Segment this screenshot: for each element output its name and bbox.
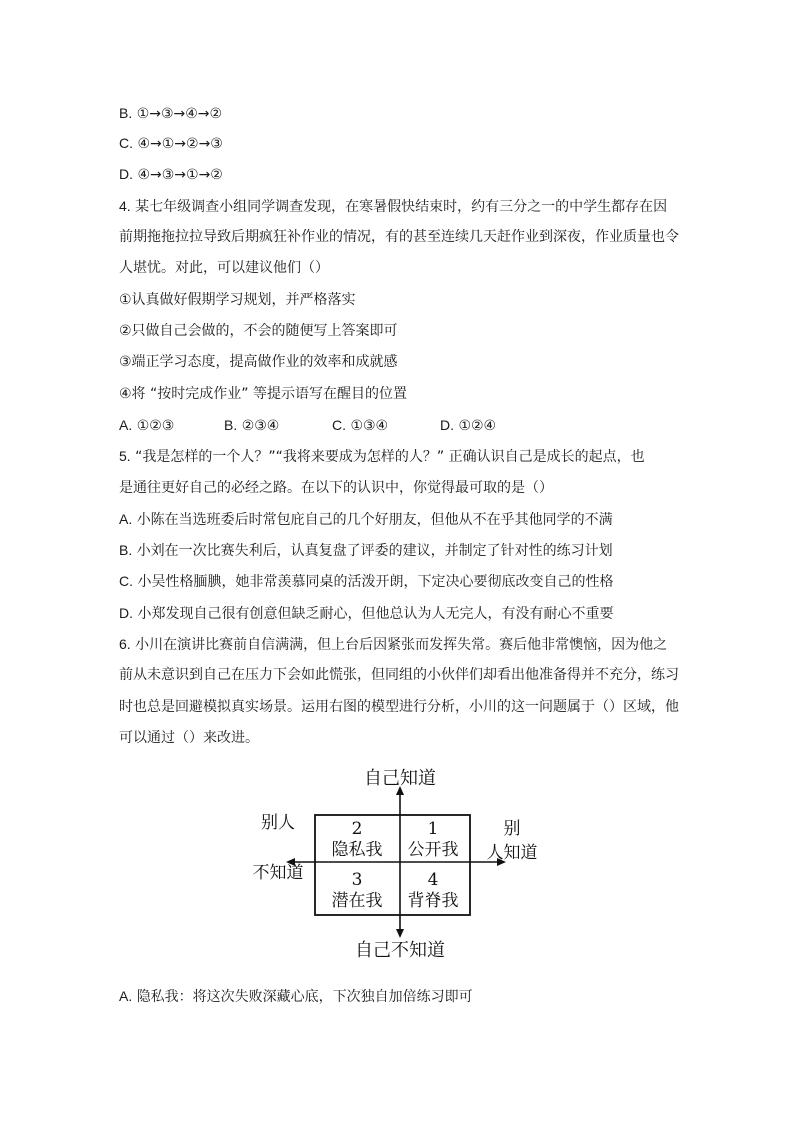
- q5-number: 5.: [119, 448, 131, 464]
- right-label-bottom: 人知道: [486, 843, 538, 863]
- quadrant-4-name: 背脊我: [407, 891, 459, 911]
- left-label-bottom: 不知道: [252, 863, 304, 883]
- prev-option-b: B. ①→③→④→②: [119, 105, 223, 122]
- q6-stem-line-3: 时也总是回避模拟真实场景。运用右图的模型进行分析，小川的这一问题属于（）区域，他: [119, 699, 679, 715]
- quadrant-3-name: 潜在我: [331, 891, 383, 911]
- top-label: 自己知道: [364, 768, 436, 789]
- quadrant-4-number: 4: [427, 870, 439, 890]
- quadrant-1-name: 公开我: [407, 840, 459, 860]
- q4-stem-line-1: 4. 某七年级调查小组同学调查发现，在寒暑假快结束时，约有三分之一的中学生都存在因: [119, 198, 668, 215]
- johari-window-figure: [252, 762, 540, 962]
- q4-item-1: ①认真做好假期学习规划，并严格落实: [119, 292, 356, 308]
- right-label: 别: [503, 819, 521, 839]
- q4-item-2: ②只做自己会做的，不会的随便写上答案即可: [119, 323, 398, 339]
- q4-stem-line-3: 人堪忧。对此，可以建议他们（）: [119, 260, 329, 276]
- quadrant-3-number: 3: [351, 870, 363, 890]
- q6-stem-line-4: 可以通过（）来改进。: [119, 730, 259, 746]
- q4-option-d[interactable]: D. ①②④: [440, 417, 497, 434]
- prev-option-d: D. ④→③→①→②: [119, 166, 223, 183]
- quadrant-1-number: 1: [427, 819, 439, 839]
- bottom-label: 自己不知道: [355, 940, 445, 961]
- q5-stem-line-1: 5. “我是怎样的一个人？”“我将来要成为怎样的人？” 正确认识自己是成长的起点，也: [119, 448, 645, 465]
- prev-option-c: C. ④→①→②→③: [119, 135, 223, 152]
- q6-stem-line-2: 前从未意识到自己在压力下会如此慌张，但同组的小伙伴们却看出他准备得并不充分，练习: [119, 667, 679, 683]
- quadrant-2-name: 隐私我: [331, 840, 383, 860]
- q5-option-a[interactable]: A. 小陈在当选班委后时常包庇自己的几个好朋友，但他从不在乎其他同学的不满: [119, 511, 613, 528]
- q6-option-a[interactable]: A. 隐私我：将这次失败深藏心底，下次独自加倍练习即可: [119, 988, 473, 1005]
- left-label: 别人: [261, 813, 295, 833]
- q5-option-b[interactable]: B. 小刘在一次比赛失利后，认真复盘了评委的建议，并制定了针对性的练习计划: [119, 542, 613, 559]
- q5-option-c[interactable]: C. 小吴性格腼腆，她非常羡慕同桌的活泼开朗，下定决心要彻底改变自己的性格: [119, 573, 614, 590]
- quadrant-2-number: 2: [351, 819, 363, 839]
- q4-stem-line-2: 前期拖拖拉拉导致后期疯狂补作业的情况，有的甚至连续几天赶作业到深夜，作业质量也令: [119, 229, 679, 245]
- q4-option-c[interactable]: C. ①③④: [332, 417, 389, 434]
- q5-option-d[interactable]: D. 小郑发现自己很有创意但缺乏耐心，但他总认为人无完人，有没有耐心不重要: [119, 605, 614, 622]
- q6-stem-line-1: 6. 小川在演讲比赛前自信满满，但上台后因紧张而发挥失常。赛后他非常懊恼，因为他之: [119, 636, 668, 653]
- q4-option-b[interactable]: B. ②③④: [224, 417, 280, 434]
- q4-item-4: ④将 “按时完成作业” 等提示语写在醒目的位置: [119, 386, 407, 402]
- q5-stem-line-2: 是通往更好自己的必经之路。在以下的认识中，你觉得最可取的是（）: [119, 480, 553, 496]
- q4-number: 4.: [119, 198, 131, 214]
- arrow-down-icon: [396, 929, 404, 938]
- q4-option-a[interactable]: A. ①②③: [119, 417, 175, 434]
- q4-item-3: ③端正学习态度，提高做作业的效率和成就感: [119, 354, 398, 370]
- q6-number: 6.: [119, 636, 131, 652]
